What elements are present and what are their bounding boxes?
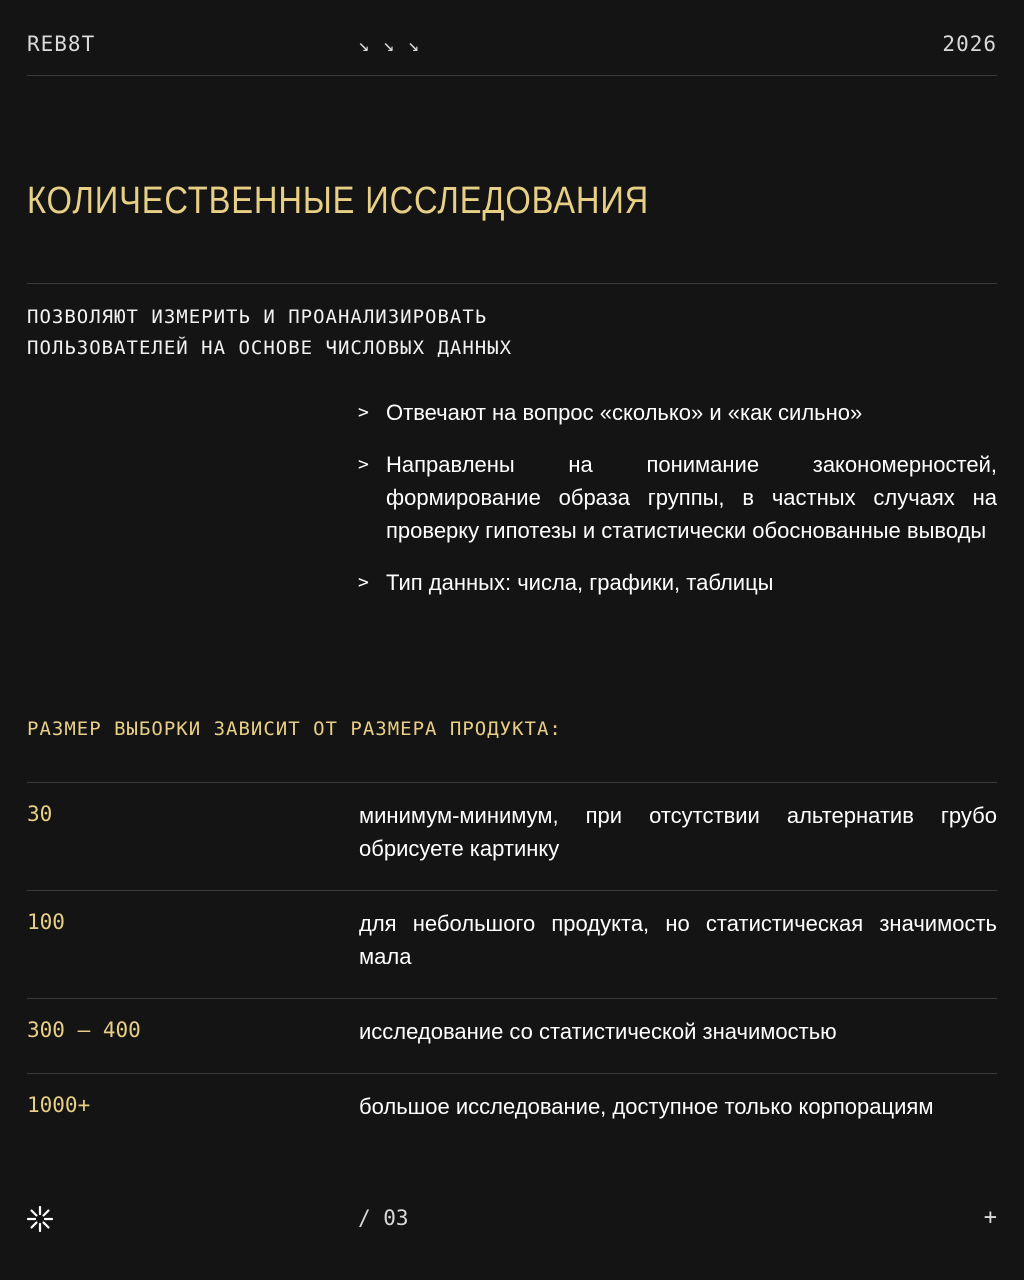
sample-size-description: для небольшого продукта, но статистическая значимость мала — [359, 911, 997, 969]
intro-line-1: ПОЗВОЛЯЮТ ИЗМЕРИТЬ И ПРОАНАЛИЗИРОВАТЬ — [27, 306, 488, 328]
chevron-right-icon: > — [358, 402, 369, 423]
sample-size-value: 100 — [27, 910, 65, 934]
page-number: / 03 — [358, 1206, 409, 1230]
bullet-item — [358, 396, 997, 429]
title-divider — [27, 283, 997, 284]
plus-icon: + — [983, 1205, 997, 1230]
row-divider — [27, 998, 997, 999]
bullet-item — [358, 566, 997, 599]
sample-size-description: большое исследование, доступное только корпорациям — [359, 1094, 934, 1119]
row-divider — [27, 890, 997, 891]
row-divider — [27, 782, 997, 783]
sample-size-value: 300 – 400 — [27, 1018, 141, 1042]
intro-line-2: ПОЛЬЗОВАТЕЛЕЙ НА ОСНОВЕ ЧИСЛОВЫХ ДАННЫХ — [27, 337, 513, 359]
sample-size-value: 30 — [27, 802, 53, 826]
header-divider — [27, 75, 997, 76]
bullet-text: Отвечают на вопрос «сколько» и «как сильно» — [386, 400, 863, 425]
arrows-decoration: ↘ ↘ ↘ — [358, 34, 421, 56]
row-divider — [27, 1073, 997, 1074]
sample-size-heading: РАЗМЕР ВЫБОРКИ ЗАВИСИТ ОТ РАЗМЕРА ПРОДУКТА: — [27, 718, 562, 740]
intro-text — [27, 302, 512, 364]
bullet-text: Направлены на понимание закономерностей, формирование образа группы, в частных случаях на проверку гипотезы и статистически обоснованные выводы — [386, 452, 997, 543]
year-label: 2026 — [942, 32, 997, 56]
sample-size-description: исследование со статистической значимостью — [359, 1019, 837, 1044]
bullet-item — [358, 448, 997, 547]
bullet-list — [358, 396, 997, 618]
page-title: КОЛИЧЕСТВЕННЫЕ ИССЛЕДОВАНИЯ — [27, 180, 650, 222]
chevron-right-icon: > — [358, 454, 369, 475]
chevron-right-icon: > — [358, 572, 369, 593]
sample-size-description: минимум-минимум, при отсутствии альтернатив грубо обрисуете картинку — [359, 803, 997, 861]
burst-icon — [27, 1206, 53, 1232]
bullet-text: Тип данных: числа, графики, таблицы — [386, 570, 774, 595]
brand-name: REB8T — [27, 32, 96, 56]
sample-size-value: 1000+ — [27, 1093, 91, 1117]
